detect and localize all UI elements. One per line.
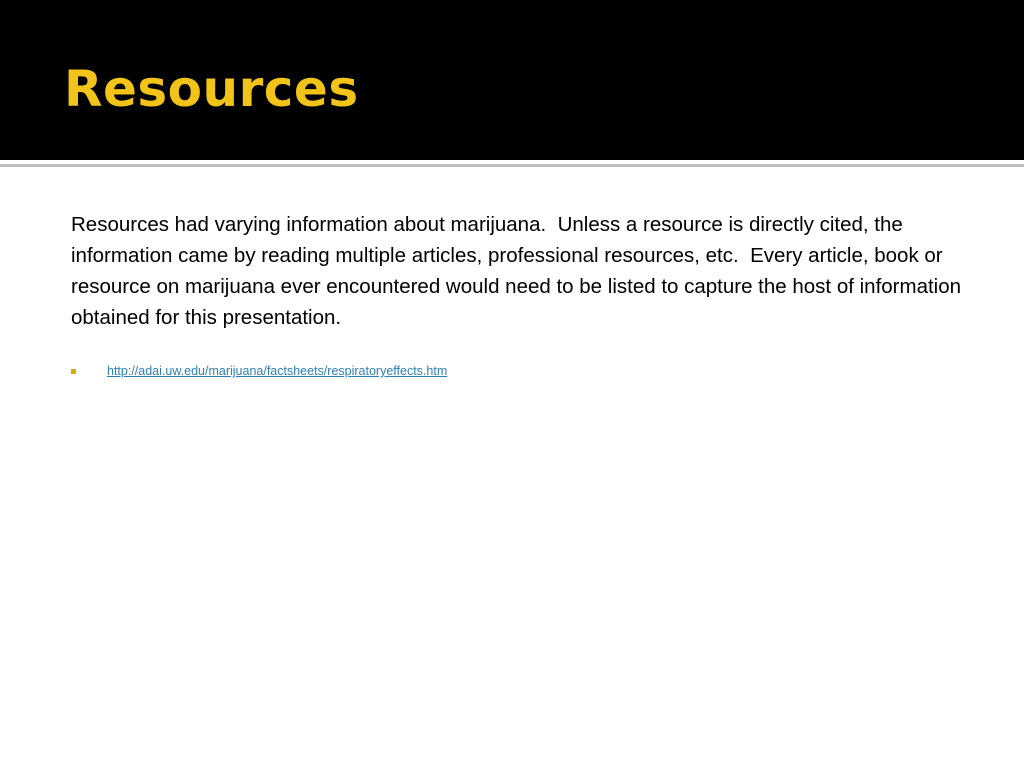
list-item xyxy=(71,362,447,380)
resource-list xyxy=(71,362,447,380)
title-bar xyxy=(0,0,1024,160)
resource-link[interactable]: http://adai.uw.edu/marijuana/factsheets/respiratoryeffects.htm xyxy=(107,364,448,378)
slide-title: Resources xyxy=(64,60,359,118)
square-bullet-icon xyxy=(71,369,76,374)
title-separator-rule xyxy=(0,164,1024,167)
body-paragraph: Resources had varying information about marijuana. Unless a resource is directly cited, the information came by reading multiple articles, professional resources, etc. Every article, book or resource on marijuana ever encountered would need to be listed to capture the host of information obtained for this presentation. xyxy=(71,213,967,329)
